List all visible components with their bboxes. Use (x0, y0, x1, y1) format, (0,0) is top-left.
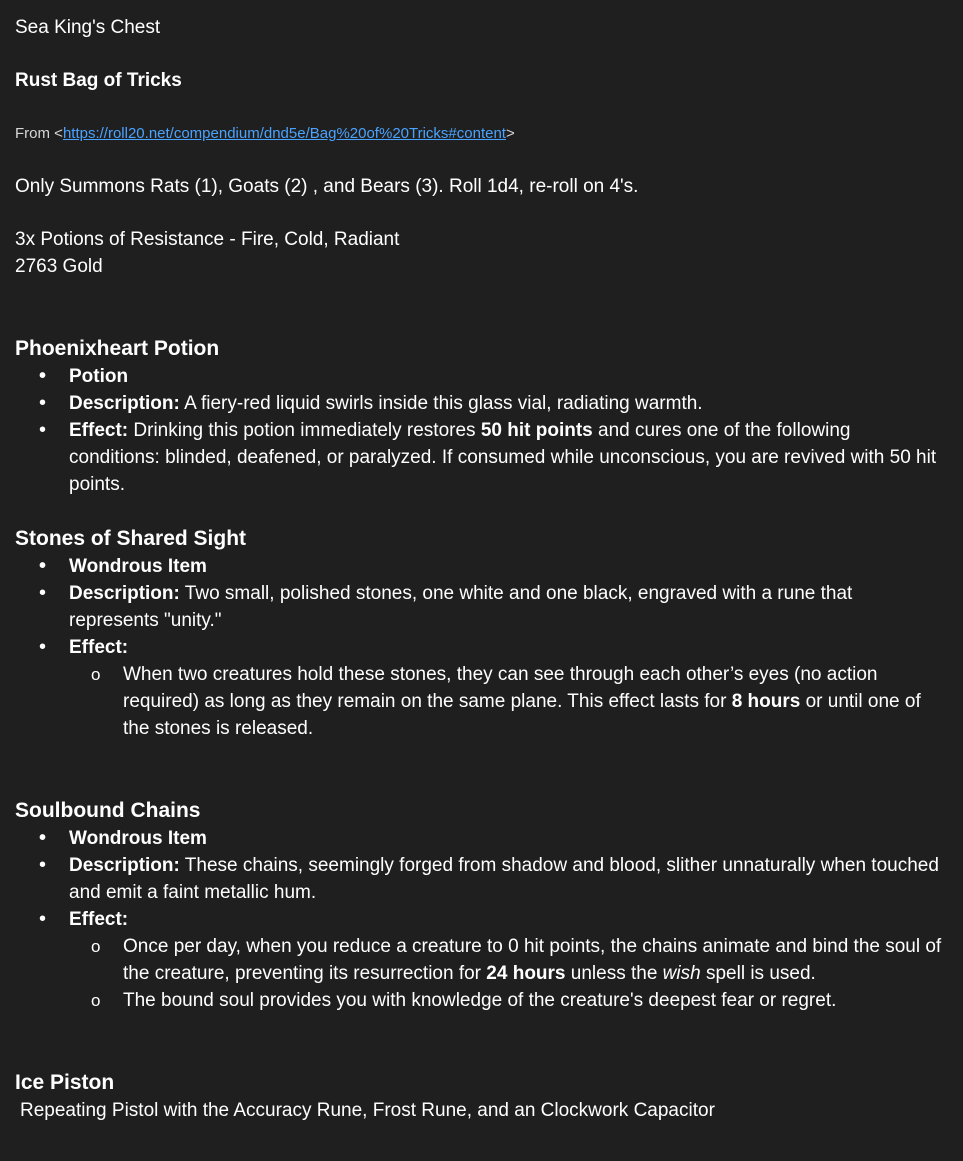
spacer (15, 498, 963, 524)
effect-text: or until one of the stones is released. (123, 691, 921, 739)
effect-label: Effect: (69, 909, 129, 930)
spacer (15, 280, 963, 334)
effect-sublist-stones (15, 661, 963, 742)
description-label: Description: (69, 583, 180, 604)
source-suffix: > (505, 125, 515, 142)
effect-subitem (15, 661, 963, 742)
source-line (15, 120, 963, 147)
item-title-phoenixheart: Phoenixheart Potion (15, 337, 220, 360)
effect-text: and cures one of the following conditions: blinded, deafened, or paralyzed. If consumed while unconscious, you are revived with 50 hit points. (69, 420, 937, 495)
item-list-soulbound (15, 825, 963, 933)
description-text: These chains, seemingly forged from shadow and blood, slither unnaturally when touched and emit a faint metallic hum. (69, 855, 939, 903)
effect-sublist-soulbound (15, 933, 963, 1014)
effect-label: Effect: (69, 420, 129, 441)
chest-title: Sea King's Chest (15, 17, 161, 38)
description-text: A fiery-red liquid swirls inside this glass vial, radiating warmth. (179, 393, 703, 414)
bag-note: Only Summons Rats (1), Goats (2) , and Bears (3). Roll 1d4, re-roll on 4's. (15, 176, 639, 197)
item-effect (15, 417, 963, 498)
effect-text: spell is used. (700, 963, 816, 984)
source-prefix: From < (15, 125, 63, 142)
spacer (15, 1014, 963, 1068)
description-text: Two small, polished stones, one white and one black, engraved with a rune that represents "unity." (69, 583, 853, 631)
item-title-ice-piston: Ice Piston (15, 1071, 115, 1094)
spacer (15, 147, 963, 173)
effect-subitem: o The bound soul provides you with knowledge of the creature's deepest fear or regret. (15, 987, 963, 1014)
effect-highlight: 24 hours (486, 963, 566, 984)
item-description (15, 852, 963, 906)
item-list-stones (15, 553, 963, 661)
effect-text: When two creatures hold these stones, they can see through each other’s eyes (no action required) as long as they remain on the same plane. This effect lasts for (123, 664, 878, 712)
spacer (15, 200, 963, 226)
bag-title: Rust Bag of Tricks (15, 70, 182, 91)
item-title-stones: Stones of Shared Sight (15, 527, 247, 550)
item-description (15, 390, 963, 417)
item-title-soulbound: Soulbound Chains (15, 799, 201, 822)
spacer (15, 41, 963, 67)
effect-text: unless the (565, 963, 663, 984)
effect-subitem (15, 933, 963, 987)
source-link[interactable]: https://roll20.net/compendium/dnd5e/Bag%20of%20Tricks#content (62, 125, 506, 142)
gold-line: 2763 Gold (15, 256, 103, 277)
item-effect (15, 634, 963, 661)
effect-italic: wish (662, 963, 701, 984)
effect-label: Effect: (69, 637, 129, 658)
item-detail: Repeating Pistol with the Accuracy Rune, Frost Rune, and an Clockwork Capacitor (20, 1100, 715, 1121)
item-type: • Potion (15, 363, 963, 390)
effect-text: Once per day, when you reduce a creature to 0 hit points, the chains animate and bind the soul of the creature, preventing its resurrection for (123, 936, 942, 984)
spacer (15, 94, 963, 120)
description-label: Description: (69, 855, 180, 876)
effect-highlight: 50 hit points (480, 420, 593, 441)
effect-highlight: 8 hours (731, 691, 801, 712)
description-label: Description: (69, 393, 180, 414)
item-effect (15, 906, 963, 933)
spacer (15, 742, 963, 796)
item-type: • Wondrous Item (15, 553, 963, 580)
potions-line: 3x Potions of Resistance - Fire, Cold, Radiant (15, 229, 400, 250)
item-type: • Wondrous Item (15, 825, 963, 852)
item-description (15, 580, 963, 634)
effect-text: Drinking this potion immediately restores (128, 420, 481, 441)
item-list-phoenixheart (15, 363, 963, 498)
